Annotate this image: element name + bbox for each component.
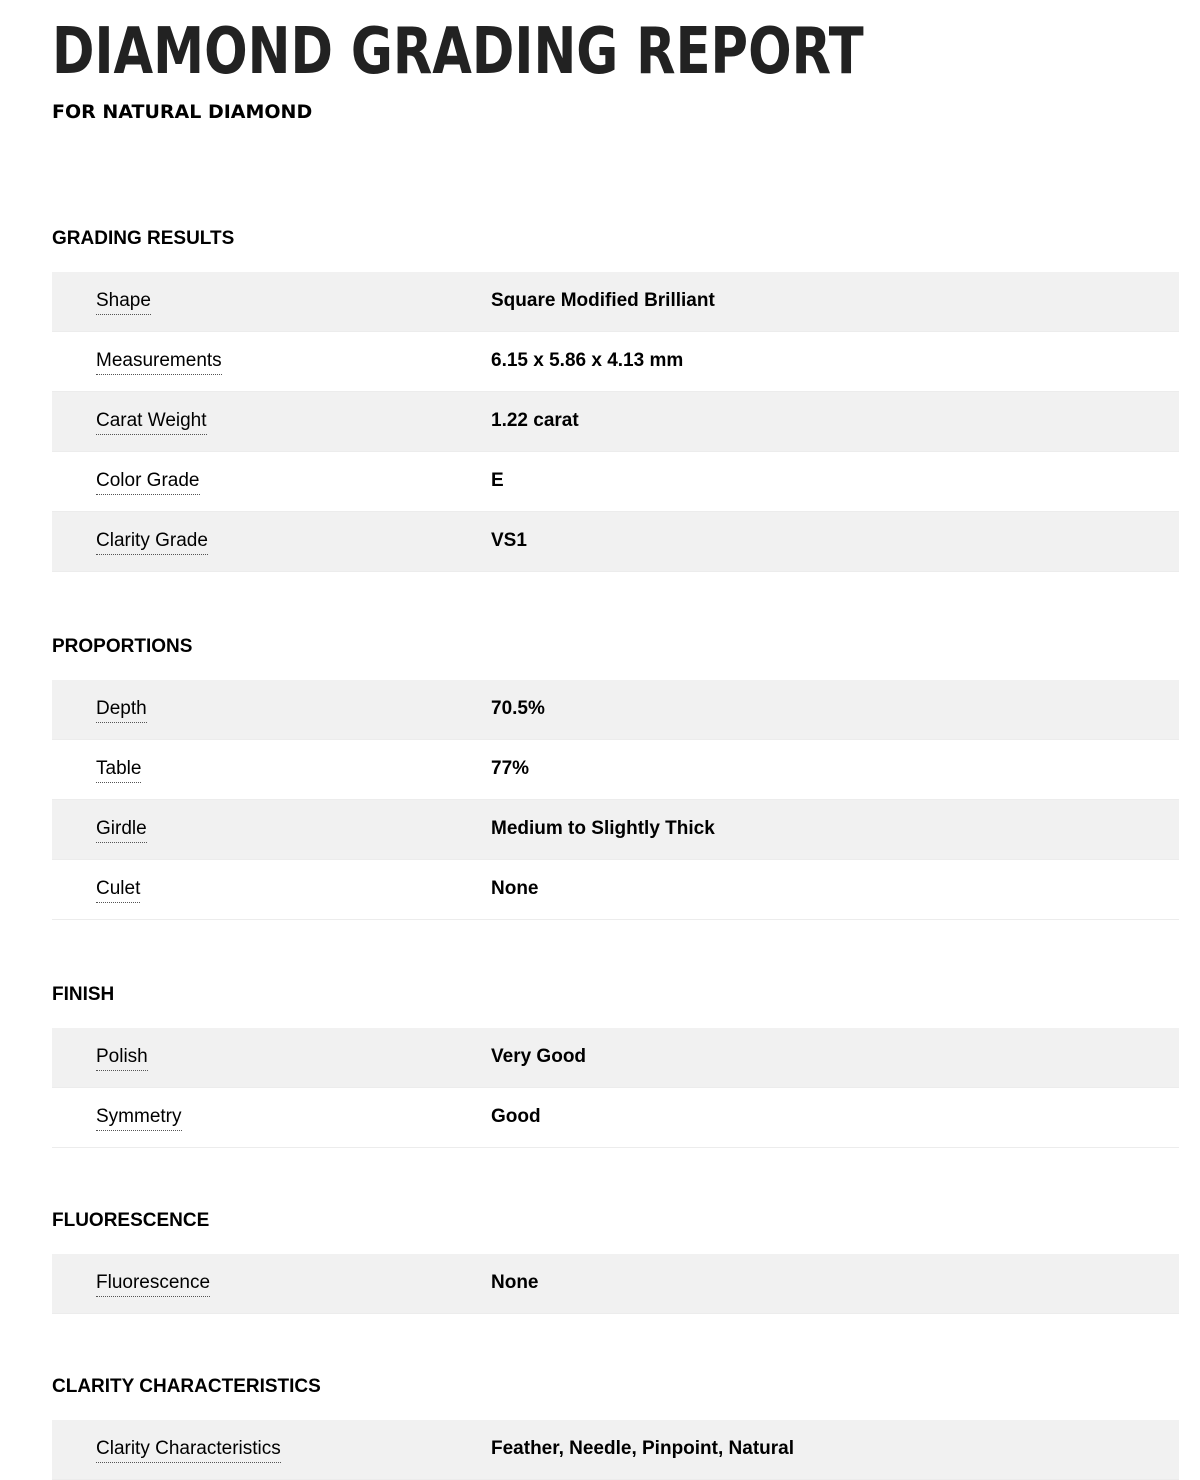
table-row (52, 272, 1179, 332)
table-row (52, 680, 1179, 740)
measurements-value: 6.15 x 5.86 x 4.13 mm (491, 350, 684, 371)
table-row (52, 332, 1179, 392)
clarity-characteristics-label[interactable]: Clarity Characteristics (96, 1437, 281, 1463)
section-heading: GRADING RESULTS (52, 228, 235, 249)
table-row (52, 740, 1179, 800)
clarity-grade-value: VS1 (491, 530, 527, 551)
polish-label[interactable]: Polish (96, 1045, 148, 1071)
table-label[interactable]: Table (96, 757, 141, 783)
girdle-value: Medium to Slightly Thick (491, 818, 715, 839)
report-title: DIAMOND GRADING REPORT (52, 15, 864, 89)
measurements-label[interactable]: Measurements (96, 349, 222, 375)
report-subtitle: FOR NATURAL DIAMOND (52, 101, 313, 123)
clarity-characteristics-value: Feather, Needle, Pinpoint, Natural (491, 1438, 795, 1459)
carat-weight-value: 1.22 carat (491, 410, 579, 431)
fluorescence-value: None (491, 1272, 539, 1293)
clarity-characteristics-section (52, 1375, 1179, 1480)
table-row (52, 512, 1179, 572)
culet-label[interactable]: Culet (96, 877, 140, 903)
section-heading: PROPORTIONS (52, 636, 193, 657)
shape-label[interactable]: Shape (96, 289, 151, 315)
shape-value: Square Modified Brilliant (491, 290, 715, 311)
section-heading: FINISH (52, 984, 115, 1005)
fluorescence-label[interactable]: Fluorescence (96, 1271, 210, 1297)
symmetry-value: Good (491, 1106, 541, 1127)
proportions-section (52, 635, 1179, 920)
section-heading: FLUORESCENCE (52, 1210, 210, 1231)
color-grade-value: E (491, 470, 504, 491)
section-heading: CLARITY CHARACTERISTICS (52, 1376, 321, 1397)
symmetry-label[interactable]: Symmetry (96, 1105, 182, 1131)
depth-value: 70.5% (491, 698, 545, 719)
carat-weight-label[interactable]: Carat Weight (96, 409, 207, 435)
table-row (52, 392, 1179, 452)
table-row (52, 452, 1179, 512)
table-row (52, 1028, 1179, 1088)
polish-value: Very Good (491, 1046, 587, 1067)
culet-value: None (491, 878, 539, 899)
table-row (52, 800, 1179, 860)
table-row (52, 1254, 1179, 1314)
table-row (52, 860, 1179, 920)
fluorescence-section (52, 1209, 1179, 1314)
table-row (52, 1420, 1179, 1480)
clarity-grade-label[interactable]: Clarity Grade (96, 529, 208, 555)
girdle-label[interactable]: Girdle (96, 817, 147, 843)
color-grade-label[interactable]: Color Grade (96, 469, 200, 495)
table-row (52, 1088, 1179, 1148)
depth-label[interactable]: Depth (96, 697, 147, 723)
finish-section (52, 983, 1179, 1148)
grading-results-section (52, 227, 1179, 572)
table-value: 77% (491, 758, 530, 779)
